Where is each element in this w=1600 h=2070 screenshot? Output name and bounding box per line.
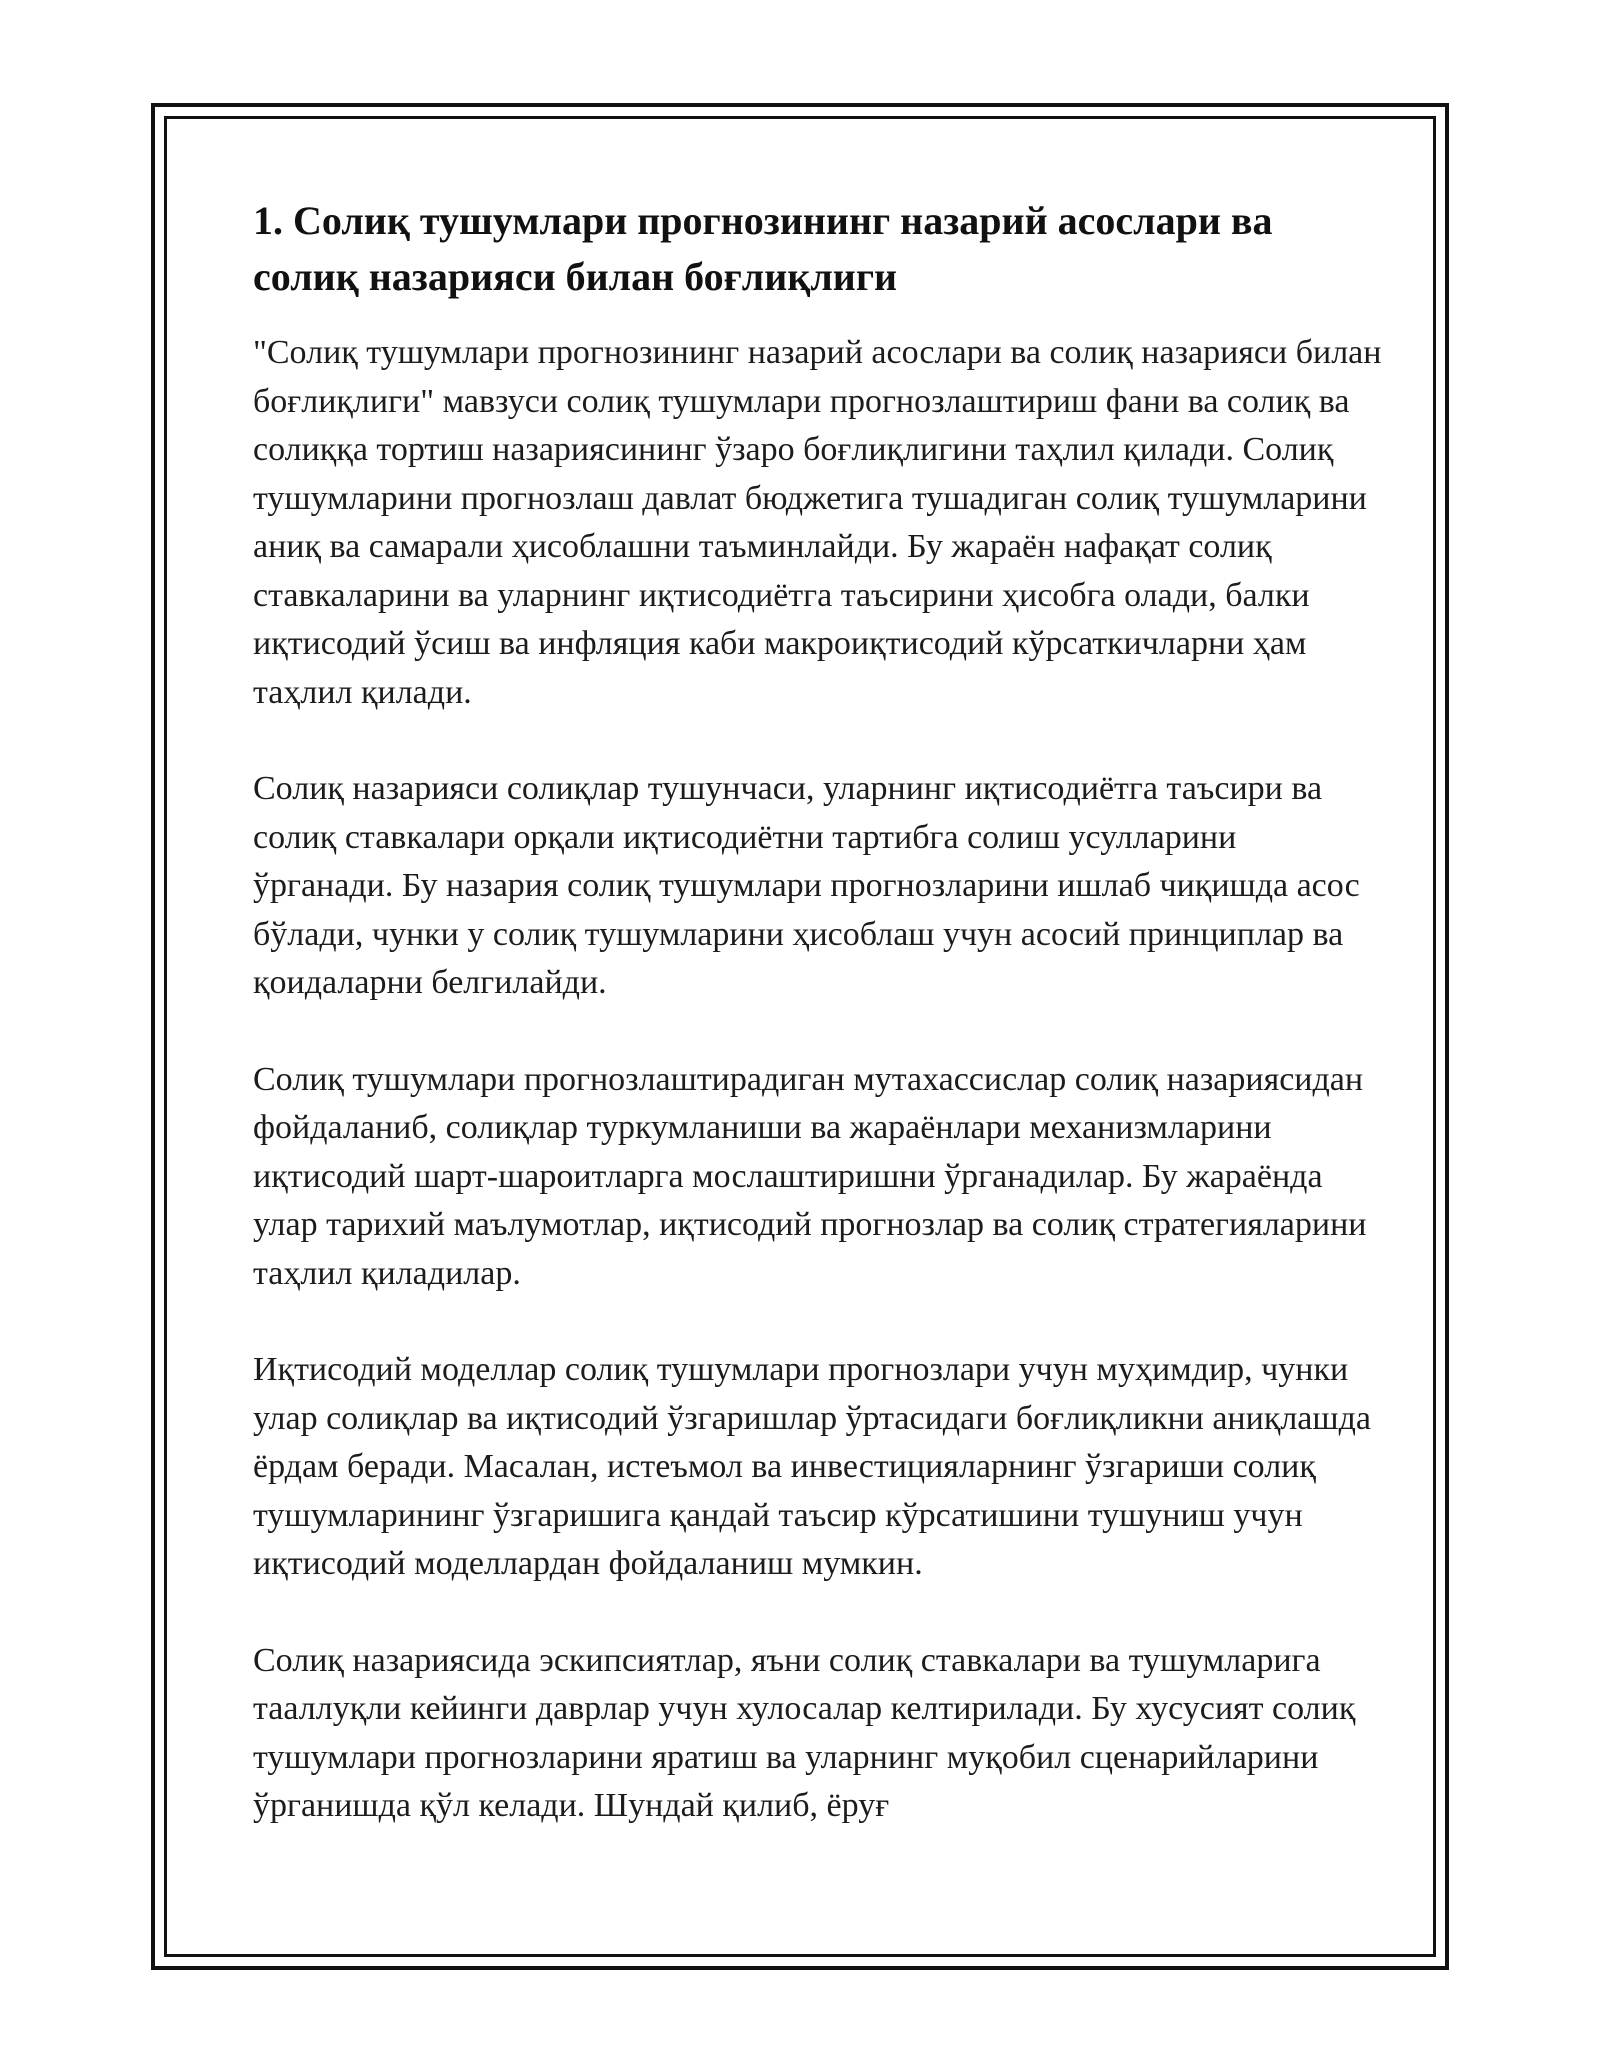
document-body — [253, 193, 1383, 1831]
page-border-outer — [151, 103, 1449, 1970]
section-heading: 1. Солиқ тушумлари прогнозининг назарий асослари ва солиқ назарияси билан боғлиқлиги — [253, 198, 1273, 299]
paragraph-1: "Солиқ тушумлари прогнозининг назарий асослари ва солиқ назарияси билан боғлиқлиги" мавзуси солиқ тушумлари прогнозлаштириш фани ва солиқ ва солиққа тортиш назариясининг ўзаро боғлиқлигини таҳлил қилади. Солиқ тушумларини прогнозлаш давлат бюджетига тушадиган солиқ тушумларини аниқ ва самарали ҳисоблашни таъминлайди. Бу жараён нафақат солиқ ставкаларини ва уларнинг иқтисодиётга таъсирини ҳисобга олади, балки иқтисодий ўсиш ва инфляция каби макроиқтисодий кўрсаткичларни ҳам таҳлил қилади. — [253, 334, 1382, 711]
paragraph-3: Солиқ тушумлари прогнозлаштирадиган мутахассислар солиқ назариясидан фойдаланиб, солиқлар туркумланиши ва жараёнлари механизмларини иқтисодий шарт-шароитларга мослаштиришни ўрганадилар. Бу жараёнда улар тарихий маълумотлар, иқтисодий прогнозлар ва солиқ стратегияларини таҳлил қиладилар. — [253, 1060, 1367, 1292]
paragraph-4: Иқтисодий моделлар солиқ тушумлари прогнозлари учун муҳимдир, чунки улар солиқлар ва иқтисодий ўзгаришлар ўртасидаги боғлиқликни аниқлашда ёрдам беради. Масалан, истеъмол ва инвестицияларнинг ўзгариши солиқ тушумларининг ўзгаришига қандай таъсир кўрсатишини тушуниш учун иқтисодий моделлардан фойдаланиш мумкин. — [253, 1351, 1371, 1582]
paragraph-5: Солиқ назариясида эскипсиятлар, яъни солиқ ставкалари ва тушумларига тааллуқли кейинги даврлар учун хулосалар келтирилади. Бу хусусият солиқ тушумлари прогнозларини яратиш ва уларнинг муқобил сценарийларини ўрганишда қўл келади. Шундай қилиб, ёруғ — [253, 1641, 1356, 1824]
page-border-inner — [164, 116, 1436, 1957]
paragraph-2: Солиқ назарияси солиқлар тушунчаси, уларнинг иқтисодиётга таъсири ва солиқ ставкалари орқали иқтисодиётни тартибга солиш усулларини ўрганади. Бу назария солиқ тушумлари прогнозларини ишлаб чиқишда асос бўлади, чунки у солиқ тушумларини ҳисоблаш учун асосий принциплар ва қоидаларни белгилайди. — [253, 770, 1360, 1001]
